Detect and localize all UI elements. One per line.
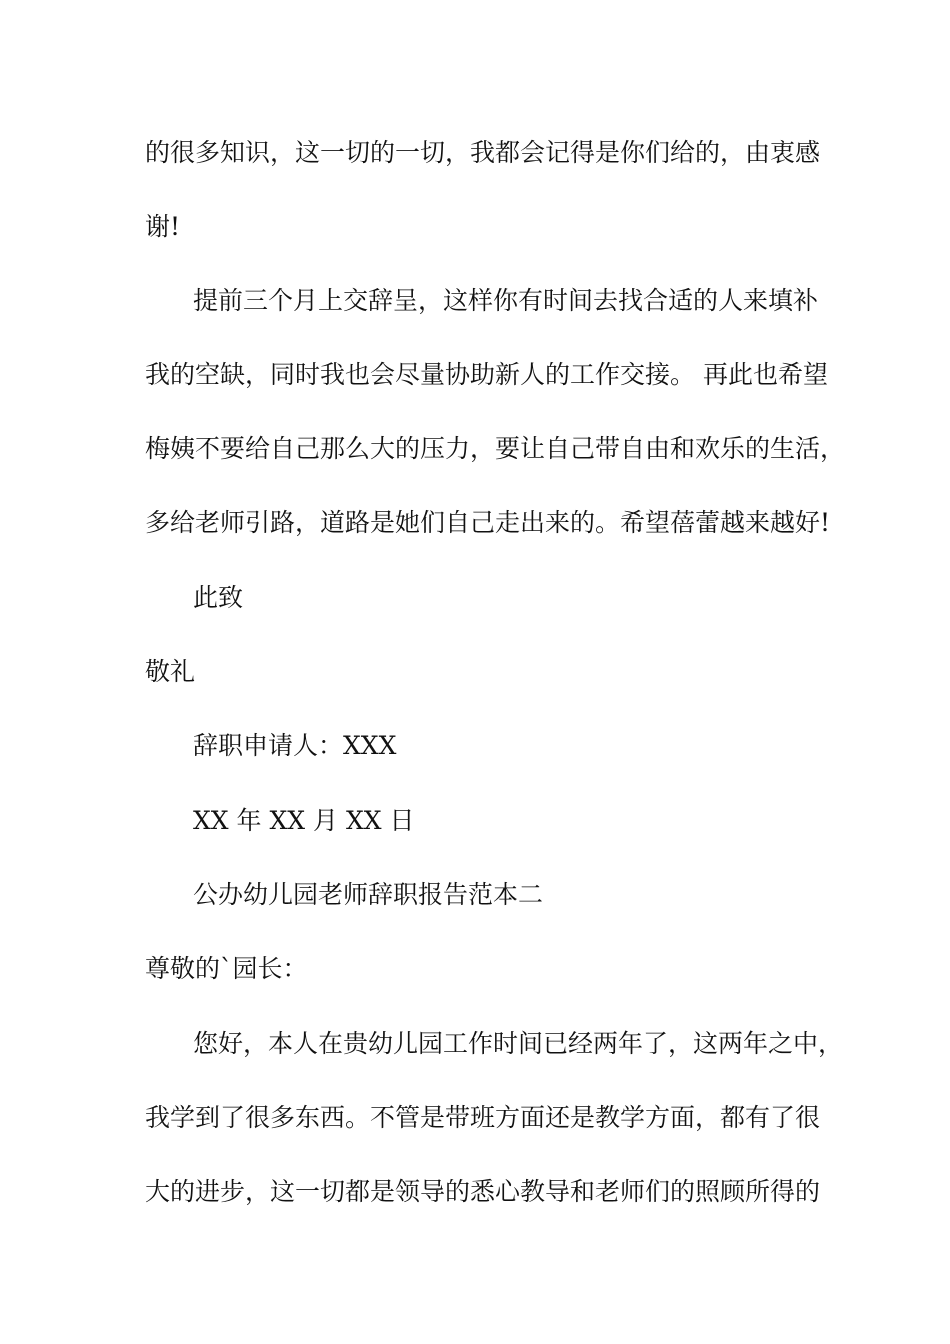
body-line-5: 梅姨不要给自己那么大的压力，要让自己带自由和欢乐的生活， [145,434,846,463]
body-line-15: 大的进步，这一切都是领导的悉心教导和老师们的照顾所得的 [145,1177,821,1206]
body-line-6: 多给老师引路，道路是她们自己走出来的。希望蓓蕾越来越好! [145,508,831,537]
body-paragraph-2-start: 您好，本人在贵幼儿园工作时间已经两年了，这两年之中， [193,1029,844,1058]
body-line-4: 我的空缺，同时我也会尽量协助新人的工作交接。 再此也希望 [145,360,828,389]
body-paragraph-start: 提前三个月上交辞呈，这样你有时间去找合适的人来填补 [193,286,819,315]
closing-phrase: 此致 [193,583,244,612]
date-line: XX 年 XX 月 XX 日 [193,806,415,835]
body-line-2: 谢! [145,212,181,241]
section-title: 公办幼儿园老师辞职报告范本二 [193,880,544,909]
body-line-1: 的很多知识，这一切的一切，我都会记得是你们给的，由衷感 [145,138,821,167]
salutation-closing: 敬礼 [145,657,196,686]
greeting: 尊敬的`园长： [145,954,308,983]
body-line-14: 我学到了很多东西。不管是带班方面还是教学方面，都有了很 [145,1103,821,1132]
applicant-signature: 辞职申请人：XXX [193,731,397,760]
